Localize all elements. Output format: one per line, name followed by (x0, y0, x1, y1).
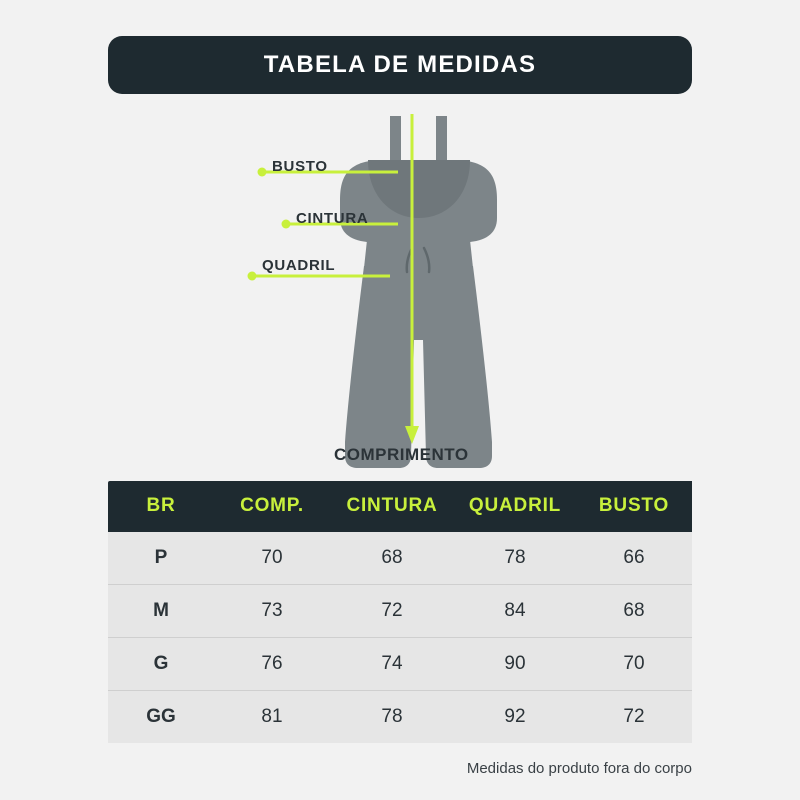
measure-labels (0, 100, 800, 480)
label-busto: BUSTO (272, 158, 328, 175)
table-body (108, 532, 692, 743)
cell-quadril: 92 (454, 691, 576, 744)
cell-comp: 81 (214, 691, 330, 744)
cell-cintura: 78 (330, 691, 454, 744)
cell-quadril: 90 (454, 638, 576, 691)
cell-busto: 72 (576, 691, 692, 744)
cell-comp: 76 (214, 638, 330, 691)
column-header-br: BR (108, 481, 214, 532)
column-header-quadril: QUADRIL (454, 481, 576, 532)
page-title: TABELA DE MEDIDAS (263, 51, 537, 78)
cell-comp: 70 (214, 532, 330, 585)
table-row (108, 585, 692, 638)
cell-busto: 70 (576, 638, 692, 691)
garment-illustration (0, 100, 800, 480)
table-header-row (108, 481, 692, 532)
cell-cintura: 68 (330, 532, 454, 585)
table-row (108, 638, 692, 691)
table-row (108, 691, 692, 744)
cell-busto: 68 (576, 585, 692, 638)
table-header (108, 481, 692, 532)
label-quadril: QUADRIL (262, 257, 336, 274)
cell-comp: 73 (214, 585, 330, 638)
cell-size: G (108, 638, 214, 691)
label-cintura: CINTURA (296, 210, 369, 227)
cell-size: M (108, 585, 214, 638)
table-row (108, 532, 692, 585)
cell-quadril: 84 (454, 585, 576, 638)
column-header-cintura: CINTURA (330, 481, 454, 532)
cell-size: GG (108, 691, 214, 744)
cell-quadril: 78 (454, 532, 576, 585)
title-banner (108, 36, 692, 94)
cell-cintura: 72 (330, 585, 454, 638)
cell-size: P (108, 532, 214, 585)
cell-cintura: 74 (330, 638, 454, 691)
cell-busto: 66 (576, 532, 692, 585)
size-table (108, 481, 692, 743)
label-comprimento: COMPRIMENTO (334, 445, 469, 464)
footnote: Medidas do produto fora do corpo (466, 760, 692, 777)
column-header-comp: COMP. (214, 481, 330, 532)
column-header-busto: BUSTO (576, 481, 692, 532)
size-table-wrapper (108, 481, 692, 743)
